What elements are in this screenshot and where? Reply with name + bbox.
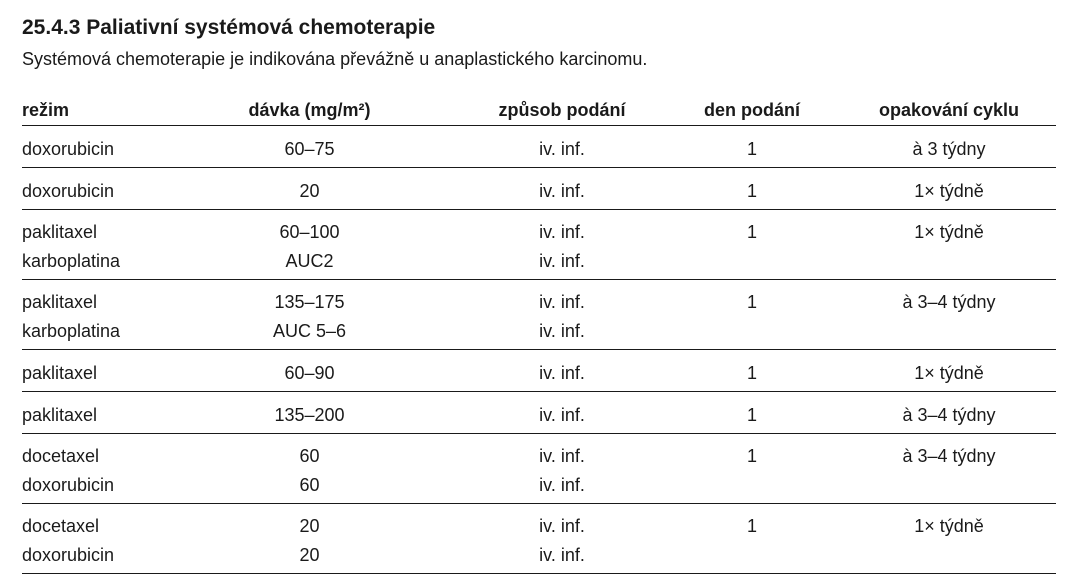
section-intro: Systémová chemoterapie je indikována převážně u anaplastického karcinomu.	[22, 49, 648, 69]
regimen-cell: doxorubicin	[22, 541, 157, 574]
day-cell	[662, 541, 842, 574]
regimen-cell: doxorubicin	[22, 168, 157, 210]
regimen-cell: doxorubicin	[22, 471, 157, 504]
header-cycle: opakování cyklu	[842, 96, 1056, 126]
route-cell: iv. inf.	[462, 126, 662, 168]
dose-cell: 20	[157, 168, 462, 210]
regimen-cell: docetaxel	[22, 446, 100, 466]
table-body	[22, 126, 1056, 574]
regimen-cell: docetaxel	[22, 516, 100, 536]
day-cell: 1	[662, 126, 842, 168]
route-cell: iv. inf.	[462, 350, 662, 392]
cycle-cell: à 3–4 týdny	[902, 292, 996, 312]
day-cell: 1	[746, 292, 757, 312]
route-cell: iv. inf.	[539, 516, 585, 536]
route-cell: iv. inf.	[462, 541, 662, 574]
header-route: způsob podání	[462, 96, 662, 126]
day-cell: 1	[746, 222, 757, 242]
section-title: 25.4.3 Paliativní systémová chemoterapie	[22, 16, 436, 39]
cycle-cell: à 3–4 týdny	[842, 392, 1056, 434]
day-cell: 1	[746, 516, 757, 536]
day-cell	[662, 317, 842, 350]
route-cell: iv. inf.	[462, 317, 662, 350]
regimen-cell: paklitaxel	[22, 222, 98, 242]
header-day: den podání	[662, 96, 842, 126]
cycle-cell: 1× týdně	[842, 168, 1056, 210]
dose-cell: AUC 5–6	[157, 317, 462, 350]
cycle-cell: 1× týdně	[914, 516, 984, 536]
day-cell	[662, 247, 842, 280]
regimen-cell: paklitaxel	[22, 350, 157, 392]
day-cell: 1	[746, 446, 757, 466]
table-row	[22, 126, 1056, 168]
route-cell: iv. inf.	[462, 168, 662, 210]
dose-cell: 135–200	[157, 392, 462, 434]
table-row	[22, 471, 1056, 504]
regimen-cell: paklitaxel	[22, 392, 157, 434]
route-cell: iv. inf.	[462, 392, 662, 434]
dose-cell: 20	[157, 541, 462, 574]
route-cell: iv. inf.	[539, 222, 585, 242]
table-row	[22, 541, 1056, 574]
chemotherapy-table	[22, 96, 1056, 574]
dose-cell: AUC2	[157, 247, 462, 280]
dose-cell: 20	[299, 516, 320, 536]
table-row	[22, 168, 1056, 210]
table-row	[22, 280, 1056, 318]
cycle-cell	[842, 541, 1056, 574]
table-row	[22, 504, 1056, 542]
dose-cell: 60–100	[279, 222, 340, 242]
header-dose: dávka (mg/m²)	[157, 96, 462, 126]
regimen-cell: doxorubicin	[22, 126, 157, 168]
cycle-cell: 1× týdně	[842, 350, 1056, 392]
cycle-cell: à 3–4 týdny	[902, 446, 996, 466]
dose-cell: 60–90	[157, 350, 462, 392]
cycle-cell: à 3 týdny	[842, 126, 1056, 168]
table-row	[22, 317, 1056, 350]
table-row	[22, 434, 1056, 472]
day-cell: 1	[662, 350, 842, 392]
route-cell: iv. inf.	[539, 446, 585, 466]
dose-cell: 60	[299, 446, 320, 466]
regimen-cell: paklitaxel	[22, 292, 98, 312]
dose-cell: 60	[157, 471, 462, 504]
route-cell: iv. inf.	[462, 471, 662, 504]
table-row	[22, 392, 1056, 434]
cycle-cell	[842, 471, 1056, 504]
cycle-cell	[842, 317, 1056, 350]
day-cell	[662, 471, 842, 504]
route-cell: iv. inf.	[462, 247, 662, 280]
header-regimen: režim	[22, 96, 157, 126]
regimen-cell: karboplatina	[22, 247, 157, 280]
cycle-cell	[842, 247, 1056, 280]
table-row	[22, 247, 1056, 280]
table-header-row	[22, 96, 1056, 126]
table-row	[22, 350, 1056, 392]
dose-cell: 60–75	[157, 126, 462, 168]
day-cell: 1	[662, 168, 842, 210]
cycle-cell: 1× týdně	[914, 222, 984, 242]
route-cell: iv. inf.	[539, 292, 585, 312]
table-row	[22, 210, 1056, 248]
regimen-cell: karboplatina	[22, 317, 157, 350]
day-cell: 1	[662, 392, 842, 434]
dose-cell: 135–175	[274, 292, 345, 312]
